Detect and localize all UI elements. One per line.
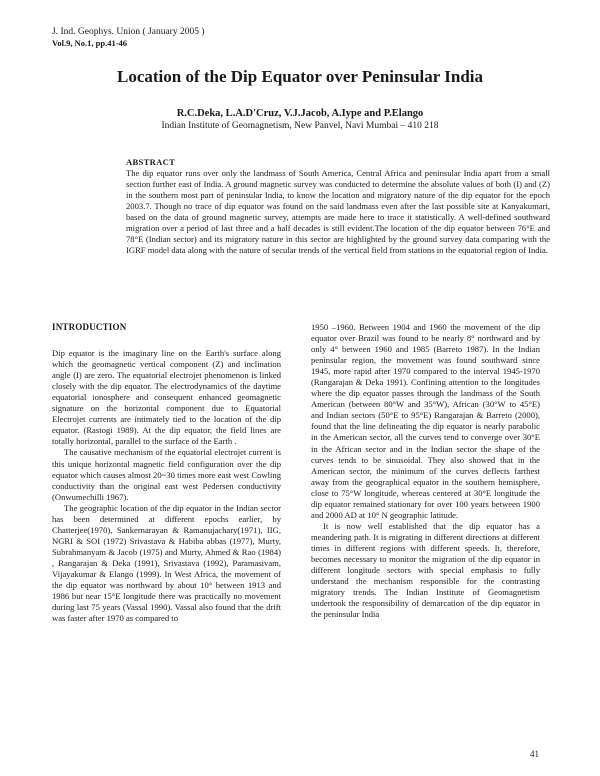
journal-citation: J. Ind. Geophys. Union ( January 2005 ) [52,27,205,37]
intro-paragraph-1: Dip equator is the imaginary line on the Earth's surface along which the geomagnetic vertical component (Z) and inclination angle (I) are zero. The equatorial electrojet phenomenon is linked closely with the dip equator. The electrodynamics of the daytime equatorial ionosphere and consequent enhanced geomagnetic signature on the horizontal component due to Equatorial Electrojet currents are intimately tied to the location of the dip equator. (Rastogi 1989). At the dip equator, the field lines are totally horizontal, parallel to the surface of the Earth . [52,348,281,447]
paper-authors: R.C.Deka, L.A.D'Cruz, V.J.Jacob, A.Iype and P.Elango [176,108,424,119]
page-number: 41 [530,749,539,759]
paper-title: Location of the Dip Equator over Peninsular India [116,67,484,86]
paper-affiliation: Indian Institute of Geomagnetism, New Panvel, Navi Mumbai – 410 218 [161,121,439,131]
abstract-block [126,157,550,256]
abstract-text: The dip equator runs over only the landmass of South America, Central Africa and peninsular India apart from a small section further east of India. A ground magnetic survey was conducted to determine the absolute values of both (I) and (Z) in the southern most part of peninsular India, to know the location and migratory nature of the dip equator for the epoch 2003.7. Though no trace of dip equator was found on the said landmass even after the last possible site at Kanyakumari, based on the data of ground magnetic survey, attempts are made here to trace it statistically. A well-defined southward migration over a period of last three and a half decades is still evident.The location of the dip equator between 76°E and 78°E (Indian sector) and its migratory nature in this sector are highlighted by the ground survey data comparing with the IGRF model data along with the nature of secular trends of the vertical field from stations in the equatorial region of India. [126,168,550,255]
intro-paragraph-3: The geographic location of the dip equator in the Indian sector has been determined at different epochs earlier, by Chatterjee(1970), Sankernarayan & Ramanujachary(1971), IIG, NGRI & SOI (1972) Srivastava & Habiba abbas (1977), Murty, Subrahmanyam & Jacob (1975) and Murty, Ahmed & Rao (1984) , Rangarajan & Deka (1991), Srivastava (1992), Paramasivam, Vijayakumar & Elango (1999). In West Africa, the movement of the dip equator was northward by about 10° between 1913 and 1986 but near 15°E longitude there was practically no movement during last 75 years (Vassal 1990). Vassal also found that the drift was faster after 1970 as compared to [52,502,281,624]
intro-paragraph-2: The causative mechanism of the equatorial electrojet current is this unique horizontal magnetic field configuration over the dip equator which causes almost 20~30 times more east west Cowling conductivity than the original east west Pedersen conductivity (Onwumechilli 1967). [52,447,281,502]
abstract-heading: ABSTRACT [126,157,176,167]
intro-paragraph-4: 1950 –1960. Between 1904 and 1960 the movement of the dip equator over Brazil was found to be nearly 8° northward and by only 4° between 1960 and 1985 (Barreto 1987). In the Indian peninsular region, the movement was found southward since 1945, more rapid after 1970 compared to the interval 1945-1970 (Rangarajan & Deka 1991). Confining attention to the longitudes where the dip equator passes through the landmass of the South American (between 80°W and 35°W), African (30°W to 45°E) and Indian sectors (50°E to 95°E) Rangarajan & Barreto (2000), found that the line delineating the dip equator is nearly parabolic in the American sector, all the curves tend to converge over 30°E in the African sector and in the Indian sector the shape of the curves tends to be sinusoidal. They also showed that in the American sector, the minimum of the curves deflects farthest away from the geographical equator in the southern hemisphere, close to 75°W longitude, whereas centered at 30°E longitude the dip equator remained stationary for over 100 years between 1900 and 2000 AD at 10° N geographic latitude. [311,322,540,520]
introduction-heading: INTRODUCTION [52,322,127,332]
journal-volume: Vol.9, No.1, pp.41-46 [52,38,128,48]
intro-paragraph-5: It is now well established that the dip equator has a meandering path. It is migrating in different directions at different times in different regions with different speeds. It, therefore, becomes necessary to monitor the migration of the dip equator in different longitude sectors with special emphasis to fully understand the mechanism responsible for the contrasting migratory trends. The Indian Institute of Geomagnetism undertook the responsibility of demarcation of the dip equator in the peninsular India [311,520,540,620]
left-column [52,322,281,624]
right-column [311,322,540,620]
